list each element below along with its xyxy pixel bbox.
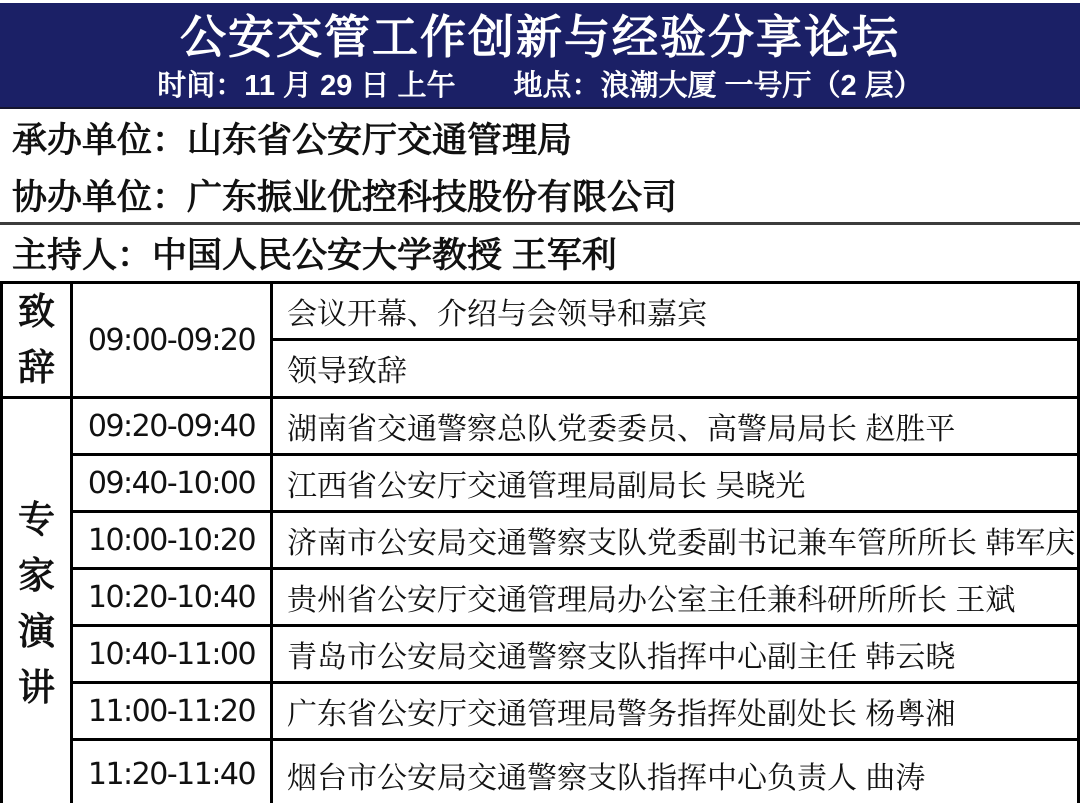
agenda-item: 广东省公安厅交通管理局警务指挥处副处长 杨粤湘 <box>272 683 1079 740</box>
agenda-item: 贵州省公安厅交通管理局办公室主任兼科研所所长 王斌 <box>272 569 1079 626</box>
agenda-item: 湖南省交通警察总队党委委员、高警局局长 赵胜平 <box>272 398 1079 455</box>
forum-location: 地点：浪潮大厦 一号厅（2 层） <box>513 70 923 102</box>
time-slot: 10:20-10:40 <box>72 569 272 626</box>
agenda-item: 烟台市公安局交通警察支队指挥中心负责人 曲涛 <box>272 740 1079 803</box>
forum-title: 公安交管工作创新与经验分享论坛 <box>180 11 900 63</box>
agenda-table <box>0 281 1080 803</box>
forum-time: 时间：11 月 29 日 上午 <box>157 70 456 102</box>
agenda-item: 会议开幕、介绍与会领导和嘉宾 <box>272 283 1079 340</box>
time-slot: 09:40-10:00 <box>72 455 272 512</box>
banner-subtitle <box>0 67 1080 105</box>
table-row <box>2 683 1079 740</box>
agenda-item: 青岛市公安局交通警察支队指挥中心副主任 韩云晓 <box>272 626 1079 683</box>
time-slot: 11:20-11:40 <box>72 740 272 803</box>
host-line: 主持人：中国人民公安大学教授 王军利 <box>12 236 617 275</box>
time-slot: 09:20-09:40 <box>72 398 272 455</box>
table-row <box>2 283 1079 340</box>
section-label-opening: 致辞 <box>2 283 72 398</box>
table-row <box>2 740 1079 803</box>
table-row <box>2 455 1079 512</box>
section-label-expert-talks: 专家演讲 <box>2 398 72 803</box>
banner <box>0 3 1080 109</box>
co-organizer-line: 协办单位：广东振业优控科技股份有限公司 <box>12 177 678 217</box>
time-slot: 09:00-09:20 <box>72 283 272 398</box>
table-row <box>2 569 1079 626</box>
organizer-line: 承办单位：山东省公安厅交通管理局 <box>12 121 573 160</box>
table-row <box>2 512 1079 569</box>
time-slot: 11:00-11:20 <box>72 683 272 740</box>
time-slot: 10:40-11:00 <box>72 626 272 683</box>
table-row <box>2 398 1079 455</box>
agenda-item: 领导致辞 <box>272 339 1079 397</box>
table-row <box>2 626 1079 683</box>
time-slot: 10:00-10:20 <box>72 512 272 569</box>
agenda-item: 江西省公安厅交通管理局副局长 吴晓光 <box>272 455 1079 512</box>
agenda-item: 济南市公安局交通警察支队党委副书记兼车管所所长 韩军庆 <box>272 512 1079 569</box>
